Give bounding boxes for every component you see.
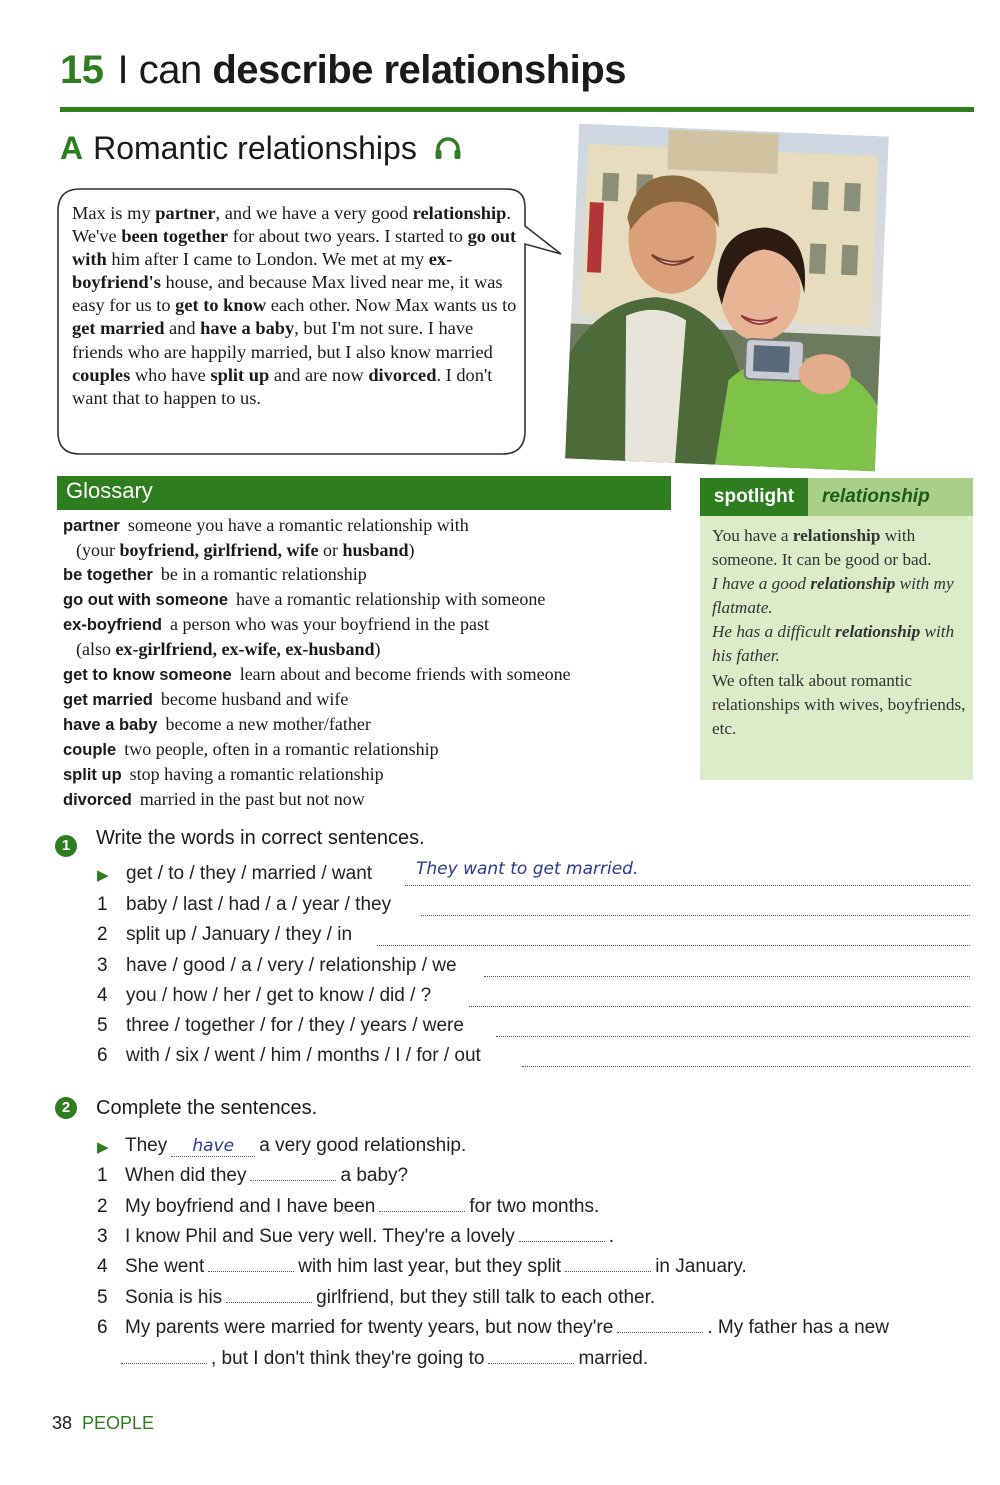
- ex2-blank[interactable]: [488, 1363, 574, 1364]
- glossary-definition: someone you have a romantic relationship with: [127, 515, 469, 535]
- ex2-blank[interactable]: [121, 1363, 207, 1364]
- ex2-sentence: When did they a baby?: [125, 1165, 409, 1186]
- ex1-item-prompt: three / together / for / they / years / were: [126, 1015, 464, 1036]
- glossary-term: go out with someone: [63, 591, 228, 610]
- ex1-item-prompt: with / six / went / him / months / I / for / out: [126, 1045, 481, 1066]
- spotlight-word: relationship: [822, 486, 930, 507]
- ex2-blank[interactable]: [226, 1302, 312, 1303]
- ex2-blank[interactable]: [617, 1332, 703, 1333]
- example-arrow-icon: ▶: [97, 1139, 109, 1156]
- glossary-term: have a baby: [63, 715, 158, 734]
- glossary-term: couple: [63, 740, 117, 759]
- glossary-entry: [63, 787, 673, 812]
- story-text-segment: , and we have a very good: [215, 203, 413, 223]
- ex2-sentence: Sonia is his girlfriend, but they still talk to each other.: [125, 1287, 656, 1308]
- ex1-item-number: 3: [97, 955, 108, 976]
- glossary-term: ex-boyfriend: [63, 616, 163, 635]
- glossary-note: (your boyfriend, girlfriend, wife or husband): [76, 540, 415, 561]
- spotlight-body: [712, 524, 968, 741]
- ex2-item-number: 2: [97, 1196, 108, 1217]
- glossary-entry: [63, 612, 673, 637]
- glossary-term: split up: [63, 765, 122, 784]
- ex1-answer-line[interactable]: [522, 1066, 970, 1067]
- ex1-item-number: 5: [97, 1015, 108, 1036]
- glossary-definition: have a romantic relationship with someone: [236, 589, 546, 610]
- ex1-answer-line[interactable]: [377, 945, 970, 946]
- glossary-term: partner: [63, 517, 120, 535]
- ex1-item-prompt: split up / January / they / in: [126, 924, 353, 945]
- ex2-sentence: I know Phil and Sue very well. They're a lovely .: [125, 1226, 615, 1247]
- unit-number: 15: [60, 48, 104, 92]
- glossary-term: get to know someone: [63, 665, 232, 684]
- ex2-blank[interactable]: [565, 1271, 651, 1272]
- glossary-entry: [63, 662, 673, 687]
- unit-title: [60, 48, 626, 93]
- ex2-item-number: 6: [97, 1317, 108, 1338]
- exercise-1-badge: 1: [55, 835, 77, 857]
- story-text-segment: each other. Now Max wants us to: [266, 295, 517, 316]
- ex1-item-number: 6: [97, 1045, 108, 1066]
- glossary-entry: [63, 587, 673, 612]
- ex2-sentence: My parents were married for twenty years, but now they're . My father has a new: [125, 1317, 889, 1338]
- ex2-blank[interactable]: [250, 1180, 336, 1181]
- ex1-item-number: 4: [97, 985, 108, 1006]
- ex1-item-prompt: you / how / her / get to know / did / ?: [126, 985, 432, 1006]
- spotlight-text-segment: I have a good: [712, 574, 811, 594]
- spotlight-text-segment: with someone. It can be good or bad.: [712, 526, 932, 570]
- glossary-entry: [63, 513, 673, 538]
- glossary-definition: learn about and become friends with someone: [239, 663, 571, 684]
- exercise-1-title: Write the words in correct sentences.: [96, 827, 425, 849]
- glossary-entry: [63, 762, 673, 787]
- spotlight-text-segment: with his father.: [712, 622, 955, 666]
- page-footer: [52, 1413, 154, 1434]
- section-a-heading: [60, 130, 462, 169]
- ex2-item-number: 1: [97, 1165, 108, 1186]
- story-keyword: ex-boyfriend's: [72, 249, 453, 293]
- story-text-segment: Max is my: [72, 203, 156, 223]
- glossary-entry: [63, 712, 673, 737]
- story-text-segment: . I don't want that to happen to us.: [72, 364, 493, 408]
- ex2-item-number: 4: [97, 1256, 108, 1277]
- ex2-item-number: 5: [97, 1287, 108, 1308]
- spotlight-text-segment: relationship: [810, 574, 896, 594]
- ex1-item-prompt: baby / last / had / a / year / they: [126, 894, 392, 915]
- story-keyword: partner: [155, 203, 216, 223]
- spotlight-text-segment: relationship: [792, 526, 881, 545]
- exercise-2-title: Complete the sentences.: [96, 1097, 318, 1119]
- ex1-example-prompt: get / to / they / married / want: [126, 863, 373, 884]
- spotlight-text-segment: relationship: [835, 622, 921, 642]
- glossary-term: divorced: [63, 791, 132, 810]
- ex2-sentence-continued: , but I don't think they're going to married.: [121, 1348, 648, 1370]
- glossary-entry: [63, 687, 673, 712]
- story-text-segment: and: [164, 318, 201, 339]
- glossary-definition: be in a romantic relationship: [160, 564, 367, 585]
- headphones-icon[interactable]: [434, 132, 462, 169]
- story-text-segment: house, and because Max lived near me, it was easy for us to: [72, 272, 503, 316]
- unit-title-bold: describe relationships: [212, 48, 626, 92]
- ex2-sentence: My boyfriend and I have been for two months.: [125, 1196, 600, 1217]
- glossary-entry: [63, 562, 673, 587]
- spotlight-text-segment: We often talk about romantic relationships with wives, boyfriends, etc.: [712, 670, 966, 738]
- glossary-title: Glossary: [66, 478, 153, 503]
- story-text-segment: for about two years. I started to: [228, 226, 468, 247]
- story-text-segment: and are now: [269, 364, 369, 385]
- glossary-definition: a person who was your boyfriend in the past: [170, 614, 489, 635]
- unit-title-prefix: I can: [117, 48, 202, 92]
- story-keyword: get married: [72, 318, 165, 339]
- ex2-example-sentence: They have a very good relationship.: [125, 1135, 467, 1156]
- story-keyword: get to know: [175, 295, 267, 316]
- glossary-definition: stop having a romantic relationship: [129, 763, 384, 784]
- ex1-answer-line[interactable]: [496, 1036, 970, 1037]
- story-keyword: couples: [72, 364, 131, 385]
- glossary-definition: become husband and wife: [160, 688, 349, 709]
- story-keyword: relationship: [412, 203, 507, 223]
- page-section: PEOPLE: [82, 1413, 155, 1433]
- ex1-answer-line[interactable]: [421, 915, 970, 916]
- story-keyword: divorced: [368, 364, 437, 385]
- glossary-definition: two people, often in a romantic relationship: [124, 738, 439, 759]
- glossary-term: get married: [63, 690, 153, 709]
- ex1-example-answer: They want to get married.: [416, 859, 639, 879]
- spotlight-text-segment: with my flatmate.: [712, 574, 954, 618]
- title-rule: [60, 107, 974, 112]
- ex1-item-prompt: have / good / a / very / relationship / we: [126, 955, 457, 976]
- story-keyword: have a baby: [200, 318, 295, 339]
- story-text-segment: . We've: [72, 203, 511, 247]
- couple-photo: [565, 124, 889, 472]
- exercise-2-badge: 2: [55, 1097, 77, 1119]
- section-letter: A: [60, 130, 84, 166]
- glossary-term: be together: [63, 566, 153, 585]
- glossary-entry: [63, 737, 673, 762]
- story-keyword: been together: [121, 226, 229, 247]
- story-text-segment: , but I'm not sure. I have friends who are happily married, but I also know married: [72, 318, 493, 362]
- story-text: [72, 202, 522, 410]
- ex1-answer-line[interactable]: [484, 976, 970, 977]
- story-keyword: go out with: [72, 226, 517, 270]
- ex2-item-number: 3: [97, 1226, 108, 1247]
- ex1-example-line: [405, 885, 970, 886]
- story-text-segment: him after I came to London. We met at my: [106, 249, 429, 270]
- ex2-blank[interactable]: [379, 1211, 465, 1212]
- story-keyword: split up: [210, 364, 270, 385]
- story-text-segment: who have: [130, 364, 211, 385]
- ex1-answer-line[interactable]: [469, 1006, 970, 1007]
- spotlight-text-segment: He has a difficult: [712, 622, 836, 642]
- ex2-example-answer: have: [171, 1136, 255, 1157]
- glossary-note: (also ex-girlfriend, ex-wife, ex-husband): [76, 639, 381, 660]
- ex2-blank[interactable]: [519, 1241, 605, 1242]
- ex2-sentence: She went with him last year, but they split in January.: [125, 1256, 747, 1277]
- example-arrow-icon: ▶: [97, 867, 109, 884]
- ex1-item-number: 1: [97, 894, 108, 915]
- spotlight-text-segment: You have a: [712, 526, 793, 545]
- spotlight-tag: spotlight: [700, 478, 808, 516]
- glossary-definition: married in the past but not now: [139, 789, 365, 810]
- page-number: 38: [52, 1413, 73, 1433]
- glossary-definition: become a new mother/father: [165, 713, 371, 734]
- ex2-blank[interactable]: [208, 1271, 294, 1272]
- section-title: Romantic relationships: [93, 130, 417, 166]
- glossary-list: [63, 513, 673, 812]
- ex1-item-number: 2: [97, 924, 108, 945]
